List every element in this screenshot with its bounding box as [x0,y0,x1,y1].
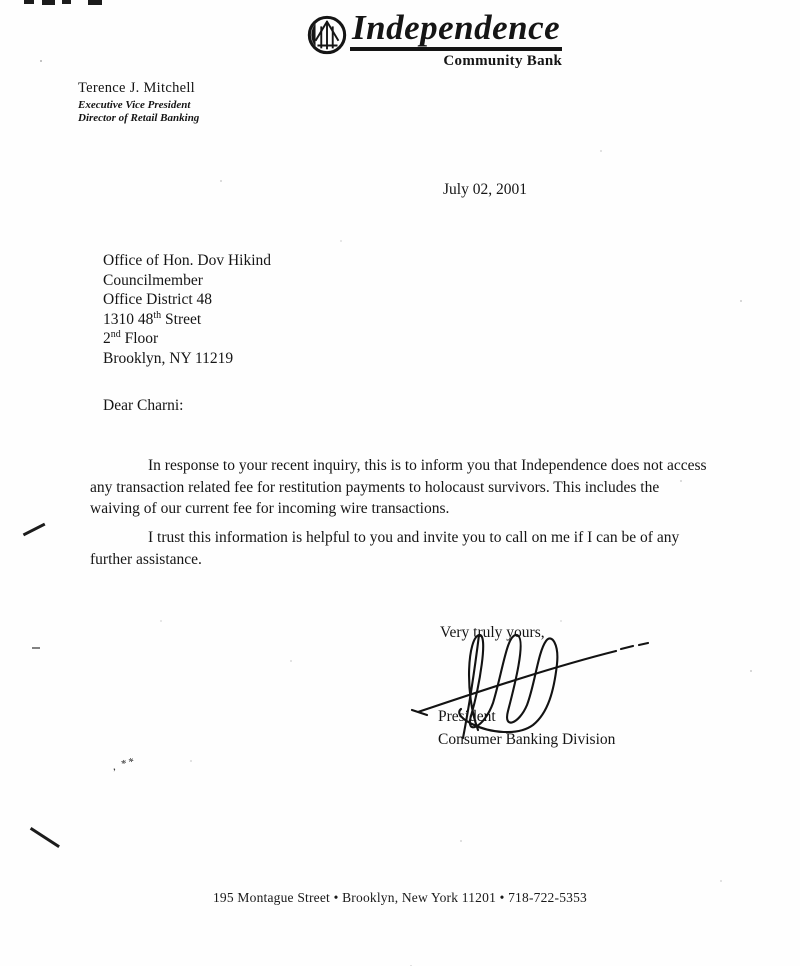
recipient-address [103,251,271,368]
scan-artifact [23,523,46,536]
scan-artifact [24,0,34,4]
signer-title-2: Consumer Banking Division [438,731,616,748]
letterhead [306,8,563,70]
recipient-line: Office District 48 [103,291,213,308]
sender-title-1: Executive Vice President [78,99,191,111]
scan-artifact [42,0,55,5]
brand-subtitle: Community Bank [443,52,563,69]
recipient-line: Brooklyn, NY 11219 [103,349,234,367]
bridge-circle-icon [306,14,348,56]
scan-artifact: , ** [110,755,138,773]
recipient-line [103,310,271,330]
brand-name: Independence [352,8,561,47]
street-ordinal: th [153,309,162,321]
sender-block [78,80,199,124]
street-name: Street [161,310,202,328]
recipient-line [103,329,271,349]
body-paragraph-2: I trust this information is helpful to you and invite you to call on me if I can be of any further assistance. [90,529,680,568]
floor-number: 2 [103,330,111,347]
floor-ordinal: nd [110,328,121,340]
street-number: 1310 48 [103,310,154,328]
recipient-line: Councilmember [103,271,203,289]
salutation: Dear Charni: [103,397,184,414]
scan-artifact [30,827,60,848]
scan-artifact [32,647,40,649]
brand-underline [350,47,562,51]
sender-title-2: Director of Retail Banking [78,111,200,124]
footer-address-line: 195 Montague Street • Brooklyn, New York 11201 • 718-722-5353 [212,890,587,905]
brand-block [350,8,563,70]
floor-label: Floor [120,330,159,347]
scan-artifact [88,0,102,5]
scan-noise [40,60,42,62]
sender-name: Terence J. Mitchell [78,80,196,96]
handwritten-signature-icon [408,620,658,742]
date-line: July 02, 2001 [443,181,527,198]
scan-artifact [62,0,71,4]
body-paragraph-1: In response to your recent inquiry, this is to inform you that Independence does not access any transaction related fee for restitution payments to holocaust survivors. This includes the waiving of our current fee for incoming wire transactions. [90,457,707,517]
valediction: Very truly yours, [440,624,545,641]
recipient-line: Office of Hon. Dov Hikind [103,252,272,269]
signer-title-1: President [438,708,496,725]
